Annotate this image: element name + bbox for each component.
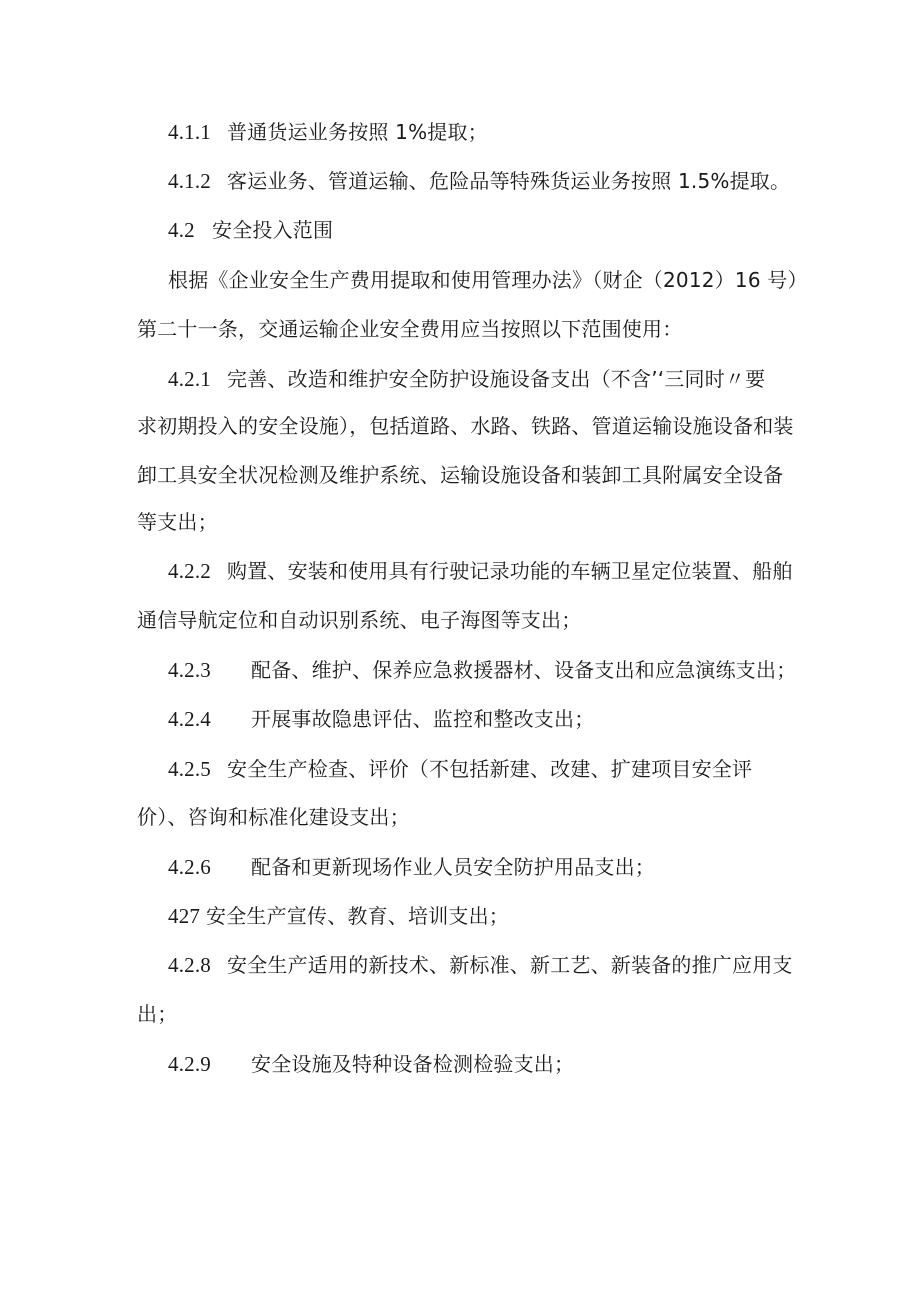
clause-4-2-7 — [168, 902, 509, 930]
section-4-2-heading — [168, 216, 333, 244]
clause-number: 4.2.8 — [168, 953, 211, 977]
clause-number: 4.2.6 — [168, 855, 211, 879]
clause-text: 安全生产适用的新技术、新标准、新工艺、新装备的推广应用支 — [227, 953, 793, 977]
clause-text: 安全投入范围 — [212, 218, 334, 242]
clause-4-1-2 — [168, 167, 790, 195]
clause-text: 完善、改造和维护安全防护设施设备支出（不含’‘三同时〃要 — [227, 367, 766, 391]
clause-number: 427 — [168, 904, 201, 928]
paragraph-text: 出； — [137, 1002, 178, 1026]
clause-text: 安全设施及特种设备检测检验支出； — [251, 1052, 575, 1076]
paragraph-text: 等支出； — [137, 510, 218, 534]
clause-number: 4.2.1 — [168, 367, 211, 391]
clause-number: 4.1.1 — [168, 120, 211, 144]
clause-4-2-4 — [168, 705, 594, 733]
clause-text: 客运业务、管道运输、危险品等特殊货运业务按照 1.5%提取。 — [227, 169, 791, 193]
paragraph-line — [137, 461, 783, 489]
paragraph-line — [137, 412, 794, 440]
paragraph-line — [168, 266, 808, 294]
clause-4-2-1 — [168, 365, 765, 393]
paragraph-text: 通信导航定位和自动识别系统、电子海图等支出； — [137, 608, 582, 632]
clause-4-2-5 — [168, 755, 752, 783]
paragraph-text: 第二十一条，交通运输企业安全费用应当按照以下范围使用： — [137, 317, 683, 341]
paragraph-text: 卸工具安全状况检测及维护系统、运输设施设备和装卸工具附属安全设备 — [137, 463, 784, 487]
paragraph-text: 价）、咨询和标准化建设支出； — [137, 805, 410, 829]
clause-number: 4.2.5 — [168, 757, 211, 781]
paragraph-text: 求初期投入的安全设施），包括道路、水路、铁路、管道运输设施设备和装 — [137, 414, 794, 438]
paragraph-line — [137, 606, 581, 634]
clause-text: 配备和更新现场作业人员安全防护用品支出； — [251, 855, 655, 879]
clause-text: 安全生产检查、评价（不包括新建、改建、扩建项目安全评 — [227, 757, 753, 781]
paragraph-text: 根据《企业安全生产费用提取和使用管理办法》（财企（2012）16 号） — [168, 268, 808, 292]
clause-4-1-1 — [168, 118, 488, 146]
clause-text: 购置、安装和使用具有行驶记录功能的车辆卫星定位装置、船舶 — [227, 559, 793, 583]
clause-number: 4.2.4 — [168, 707, 211, 731]
paragraph-line — [137, 803, 410, 831]
paragraph-line — [137, 315, 682, 343]
clause-text: 普通货运业务按照 1%提取； — [227, 120, 488, 144]
clause-4-2-6 — [168, 853, 655, 881]
clause-text: 安全生产宣传、教育、培训支出； — [206, 904, 509, 928]
clause-number: 4.2.9 — [168, 1052, 211, 1076]
clause-4-2-9 — [168, 1050, 574, 1078]
paragraph-line — [137, 508, 218, 536]
clause-number: 4.2.2 — [168, 559, 211, 583]
clause-number: 4.1.2 — [168, 169, 211, 193]
clause-4-2-2 — [168, 557, 793, 585]
clause-4-2-3 — [168, 656, 796, 684]
clause-4-2-8 — [168, 951, 793, 979]
clause-number: 4.2 — [168, 218, 195, 242]
clause-text: 开展事故隐患评估、监控和整改支出； — [251, 707, 595, 731]
clause-text: 配备、维护、保养应急救援器材、设备支出和应急演练支出； — [251, 658, 797, 682]
clause-number: 4.2.3 — [168, 658, 211, 682]
paragraph-line — [137, 1000, 177, 1028]
